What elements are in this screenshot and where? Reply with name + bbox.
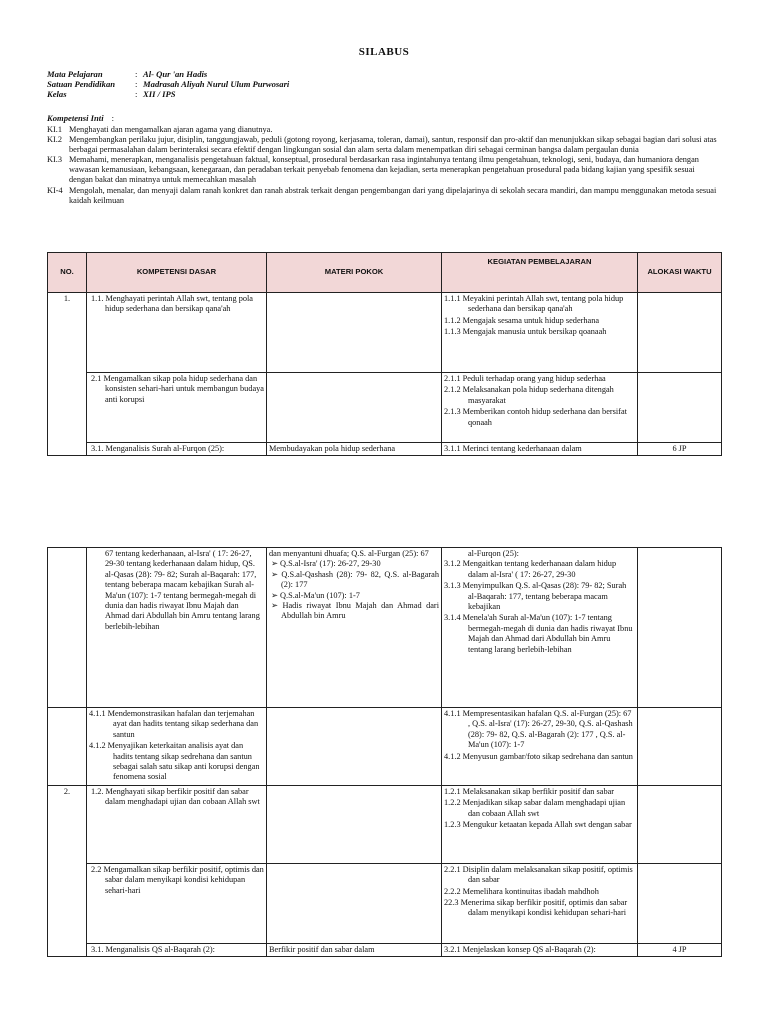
meta-colon: : — [135, 79, 138, 90]
meta-row-class — [47, 89, 289, 99]
meta-key: Kelas — [47, 89, 67, 100]
kd-cell — [87, 785, 267, 863]
kegiatan-item: 4.1.1 Mempresentasikan hafalan Q.S. al-Furgan (25): 67 , Q.S. al-Isra' (17): 26-27, 29-30, Q.S. al-Qashash (28): 79- 82, Q.S. al-Bagarah (2): 177 , Q.S. al-Ma'un (107): 1-7 — [444, 709, 633, 750]
kegiatan-item: 1.2.2 Menjadikan sikap sabar dalam menghadapi ujian dan cobaan Allah swt — [444, 798, 626, 818]
kegiatan-item: 1.1.1 Meyakini perintah Allah swt, tentang pola hidup sederhana dan bersikap qana'ah — [444, 294, 624, 314]
arrow-bullet-icon: ➢ — [271, 601, 278, 611]
table-row — [48, 943, 722, 956]
header-alokasi-waktu: ALOKASI WAKTU — [638, 253, 722, 293]
syllabus-table-part-2 — [47, 547, 722, 957]
meta-value: XII / IPS — [143, 89, 176, 100]
materi-list-item — [269, 570, 439, 591]
row-number: 2. — [48, 785, 87, 956]
table-header-row — [48, 253, 722, 293]
kegiatan-item: 2.2.2 Memelihara kontinuitas ibadah mahdhoh — [444, 886, 599, 896]
materi-text: dan menyantuni dhuafa; Q.S. al-Furgan (25): 67 — [269, 549, 429, 558]
ki-item — [47, 155, 717, 185]
materi-item-text: Q.S.al-Isra' (17): 26-27, 29-30 — [280, 559, 381, 569]
kegiatan-cell: 3.1.1 Merinci tentang kederhanaan dalam — [442, 443, 638, 456]
ki-item — [47, 186, 717, 206]
kd-cell — [87, 708, 267, 786]
row-number — [48, 548, 87, 708]
alokasi-cell — [638, 548, 722, 708]
kd-cell — [87, 373, 267, 443]
alokasi-cell — [638, 293, 722, 373]
header-materi-pokok: MATERI POKOK — [267, 253, 442, 293]
kd-cell: 67 tentang kederhanaan, al-Isra' ( 17: 26-27, 29-30 tentang kederhanaan dalam hidup, QS. al-Qasas (28): 79- 82; Surah al-Baqarah: 177, tentang beberapa macam kebajikan Surah al-Ma'un (107): 1-7 tentang bermegah-megah di dunia dan hadis riwayat Ibnu Majah dan Ahmad dari Abdullah bin Amru tentang larang berlebih-lebihan — [87, 548, 267, 708]
meta-row-subject — [47, 69, 289, 79]
meta-row-school — [47, 79, 289, 89]
ki-code: KI.1 — [47, 125, 62, 134]
kd-text: 1.1. Menghayati perintah Allah swt, tentang pola hidup sederhana dan bersikap qana'ah — [91, 294, 253, 314]
ki-heading-colon: : — [111, 113, 114, 123]
ki-text: Mengolah, menalar, dan menyaji dalam ranah konkret dan ranah abstrak terkait dengan pengembangan dari yang dipelajarinya di sekolah secara mandiri, dan mampu menggunakan metoda sesuai kaidah keilmuan — [69, 185, 717, 205]
table-row — [48, 548, 722, 708]
materi-cell: Berfikir positif dan sabar dalam — [267, 943, 442, 956]
kegiatan-cell — [442, 708, 638, 786]
ki-code: KI.3 — [47, 155, 62, 165]
kd-cell: 3.1. Menganalisis QS al-Baqarah (2): — [87, 943, 267, 956]
kegiatan-item: 2.2.1 Disiplin dalam melaksanakan sikap positif, optimis dan sabar — [444, 864, 633, 885]
kegiatan-item: 22.3 Menerima sikap berfikir positif, optimis dan sabar dalam menyikapi kondisi kehidupan sehari-hari — [444, 898, 628, 918]
kd-cell: 3.1. Menganalisis Surah al-Furqon (25): — [87, 443, 267, 456]
kd-text: 4.1.2 Menyajikan keterkaitan analisis ayat dan hadits tentang sikap sedrehana dan santun sebagai salah satu sikap anti korupsi dengan fenomena sosial — [89, 741, 260, 782]
ki-text: Memahami, menerapkan, menganalisis pengetahuan faktual, konseptual, prosedural berdasarkan rasa ingintahunya tentang ilmu pengetahuan, teknologi, seni, budaya, dan humaniora dengan wawasan kemanusiaan, kebangsaan, kenegaraan, dan peradaban terkait penyebab fenomena dan kejadian, serta menerapkan pengetahuan prosedural pada bidang kajian yang spesifik sesuai dengan bakat dan minatnya untuk memecahkan masalah — [69, 155, 699, 185]
meta-colon: : — [135, 69, 138, 79]
table-row — [48, 708, 722, 786]
table-row — [48, 293, 722, 373]
kegiatan-item: 2.1.1 Peduli terhadap orang yang hidup sederhaa — [444, 374, 606, 383]
ki-heading — [47, 113, 114, 123]
kegiatan-cell — [442, 293, 638, 373]
materi-list-item — [269, 591, 439, 601]
kegiatan-item: 1.1.3 Mengajak manusia untuk bersikap qoanaah — [444, 327, 607, 337]
alokasi-cell — [638, 785, 722, 863]
materi-cell — [267, 785, 442, 863]
header-kompetensi-dasar: KOMPETENSI DASAR — [87, 253, 267, 293]
meta-value: Madrasah Aliyah Nurul Ulum Purwosari — [143, 79, 290, 90]
kegiatan-item: 2.1.3 Memberikan contoh hidup sederhana dan bersifat qonaah — [444, 407, 627, 427]
kegiatan-item: 1.2.3 Mengukur ketaatan kepada Allah swt dengan sabar — [444, 820, 632, 830]
kegiatan-item: 3.1.4 Menela'ah Surah al-Ma'un (107): 1-7 tentang bermegah-megah di dunia dan hadis riwayat Ibnu Majah dan Ahmad dari Abdullah bin Amru tentang larang berlebih-lebihan — [444, 613, 633, 654]
alokasi-cell: 6 JP — [638, 443, 722, 456]
row-number — [48, 708, 87, 786]
kd-text: 1.2. Menghayati sikap berfikir positif dan sabar dalam menghadapi ujian dan cobaan Allah swt — [91, 786, 260, 807]
kegiatan-item: 3.1.3 Menyimpulkan Q.S. al-Qasas (28): 79- 82; Surah al-Baqarah: 177, tentang beberapa macam kebajikan — [444, 581, 627, 612]
materi-cell: Membudayakan pola hidup sederhana — [267, 443, 442, 456]
kegiatan-item: 2.1.2 Melaksanakan pola hidup sederhana ditengah masyarakat — [444, 385, 614, 405]
alokasi-cell: 4 JP — [638, 943, 722, 956]
materi-item-text: Q.S.al-Qashash (28): 79- 82, Q.S. al-Bagarah (2): 177 — [281, 569, 439, 590]
kegiatan-cell — [442, 548, 638, 708]
header-no: NO. — [48, 253, 87, 293]
arrow-bullet-icon: ➢ — [271, 569, 278, 579]
kegiatan-item: 1.1.2 Mengajak sesama untuk hidup sederhana — [444, 315, 600, 325]
kegiatan-cell: 3.2.1 Menjelaskan konsep QS al-Baqarah (2): — [442, 943, 638, 956]
materi-item-text: Hadis riwayat Ibnu Majah dan Ahmad dari Abdullah bin Amru — [281, 601, 439, 621]
kd-cell — [87, 863, 267, 943]
kd-cell — [87, 293, 267, 373]
kd-text: 4.1.1 Mendemonstrasikan hafalan dan terjemahan ayat dan hadits tentang sikap sederhana dan santun — [89, 709, 259, 739]
subject-info — [47, 69, 289, 100]
kd-text: 2.2 Mengamalkan sikap berfikir positif, optimis dan sabar dalam menyikapi kondisi kehidupan sehari-hari — [91, 864, 264, 895]
ki-item — [47, 125, 717, 135]
kegiatan-cell — [442, 373, 638, 443]
kegiatan-item: 1.2.1 Melaksanakan sikap berfikir positif dan sabar — [444, 786, 615, 796]
alokasi-cell — [638, 708, 722, 786]
meta-value: Al- Qur 'an Hadis — [143, 69, 208, 79]
row-number: 1. — [48, 293, 87, 456]
ki-code: KI-4 — [47, 185, 63, 195]
materi-cell — [267, 373, 442, 443]
materi-list-item — [269, 601, 439, 622]
table-row — [48, 443, 722, 456]
kegiatan-item: al-Furqon (25): — [468, 549, 519, 558]
syllabus-table-part-1 — [47, 252, 722, 456]
meta-colon: : — [135, 89, 138, 100]
materi-cell — [267, 293, 442, 373]
ki-text: Menghayati dan mengamalkan ajaran agama yang dianutnya. — [69, 125, 273, 134]
kegiatan-item: 3.1.2 Mengaitkan tentang kederhanaan dalam hidup dalam al-Isra' ( 17: 26-27, 29-30 — [444, 559, 617, 579]
arrow-bullet-icon: ➢ — [271, 559, 278, 569]
table-row — [48, 785, 722, 863]
materi-cell — [267, 863, 442, 943]
ki-code: KI.2 — [47, 135, 62, 145]
header-kegiatan-pembelajaran: KEGIATAN PEMBELAJARAN — [442, 253, 638, 293]
alokasi-cell — [638, 373, 722, 443]
kd-text: 2.1 Mengamalkan sikap pola hidup sederhana dan konsisten sehari-hari untuk membangun budaya anti korupsi — [91, 374, 264, 404]
kegiatan-cell — [442, 863, 638, 943]
materi-item-text: Q.S.al-Ma'un (107): 1-7 — [280, 590, 360, 600]
meta-key: Satuan Pendidikan — [47, 79, 116, 90]
kegiatan-cell — [442, 785, 638, 863]
materi-cell — [267, 708, 442, 786]
arrow-bullet-icon: ➢ — [271, 590, 278, 600]
meta-key: Mata Pelajaran — [47, 69, 103, 79]
ki-heading-label: Kompetensi Inti — [47, 113, 104, 123]
ki-text: Mengembangkan perilaku jujur, disiplin, tanggungjawab, peduli (gotong royong, kerjasama, toleran, damai), santun, responsif dan pro-aktif dan menunjukkan sikap sebagai bagian dari solusi atas berbagai permasalahan dalam berinteraksi secara efektif dengan lingkungan sosial dan alam serta dalam menempatkan diri sebagai cerminan bangsa dalam pergaulan dunia — [69, 135, 717, 155]
ki-item — [47, 135, 717, 155]
kegiatan-item: 4.1.2 Menyusun gambar/foto sikap sedrehana dan santun — [444, 751, 633, 761]
alokasi-cell — [638, 863, 722, 943]
table-row — [48, 373, 722, 443]
document-title: SILABUS — [358, 46, 410, 58]
materi-cell — [267, 548, 442, 708]
ki-list — [47, 125, 717, 206]
table-row — [48, 863, 722, 943]
materi-list-item — [269, 559, 439, 569]
